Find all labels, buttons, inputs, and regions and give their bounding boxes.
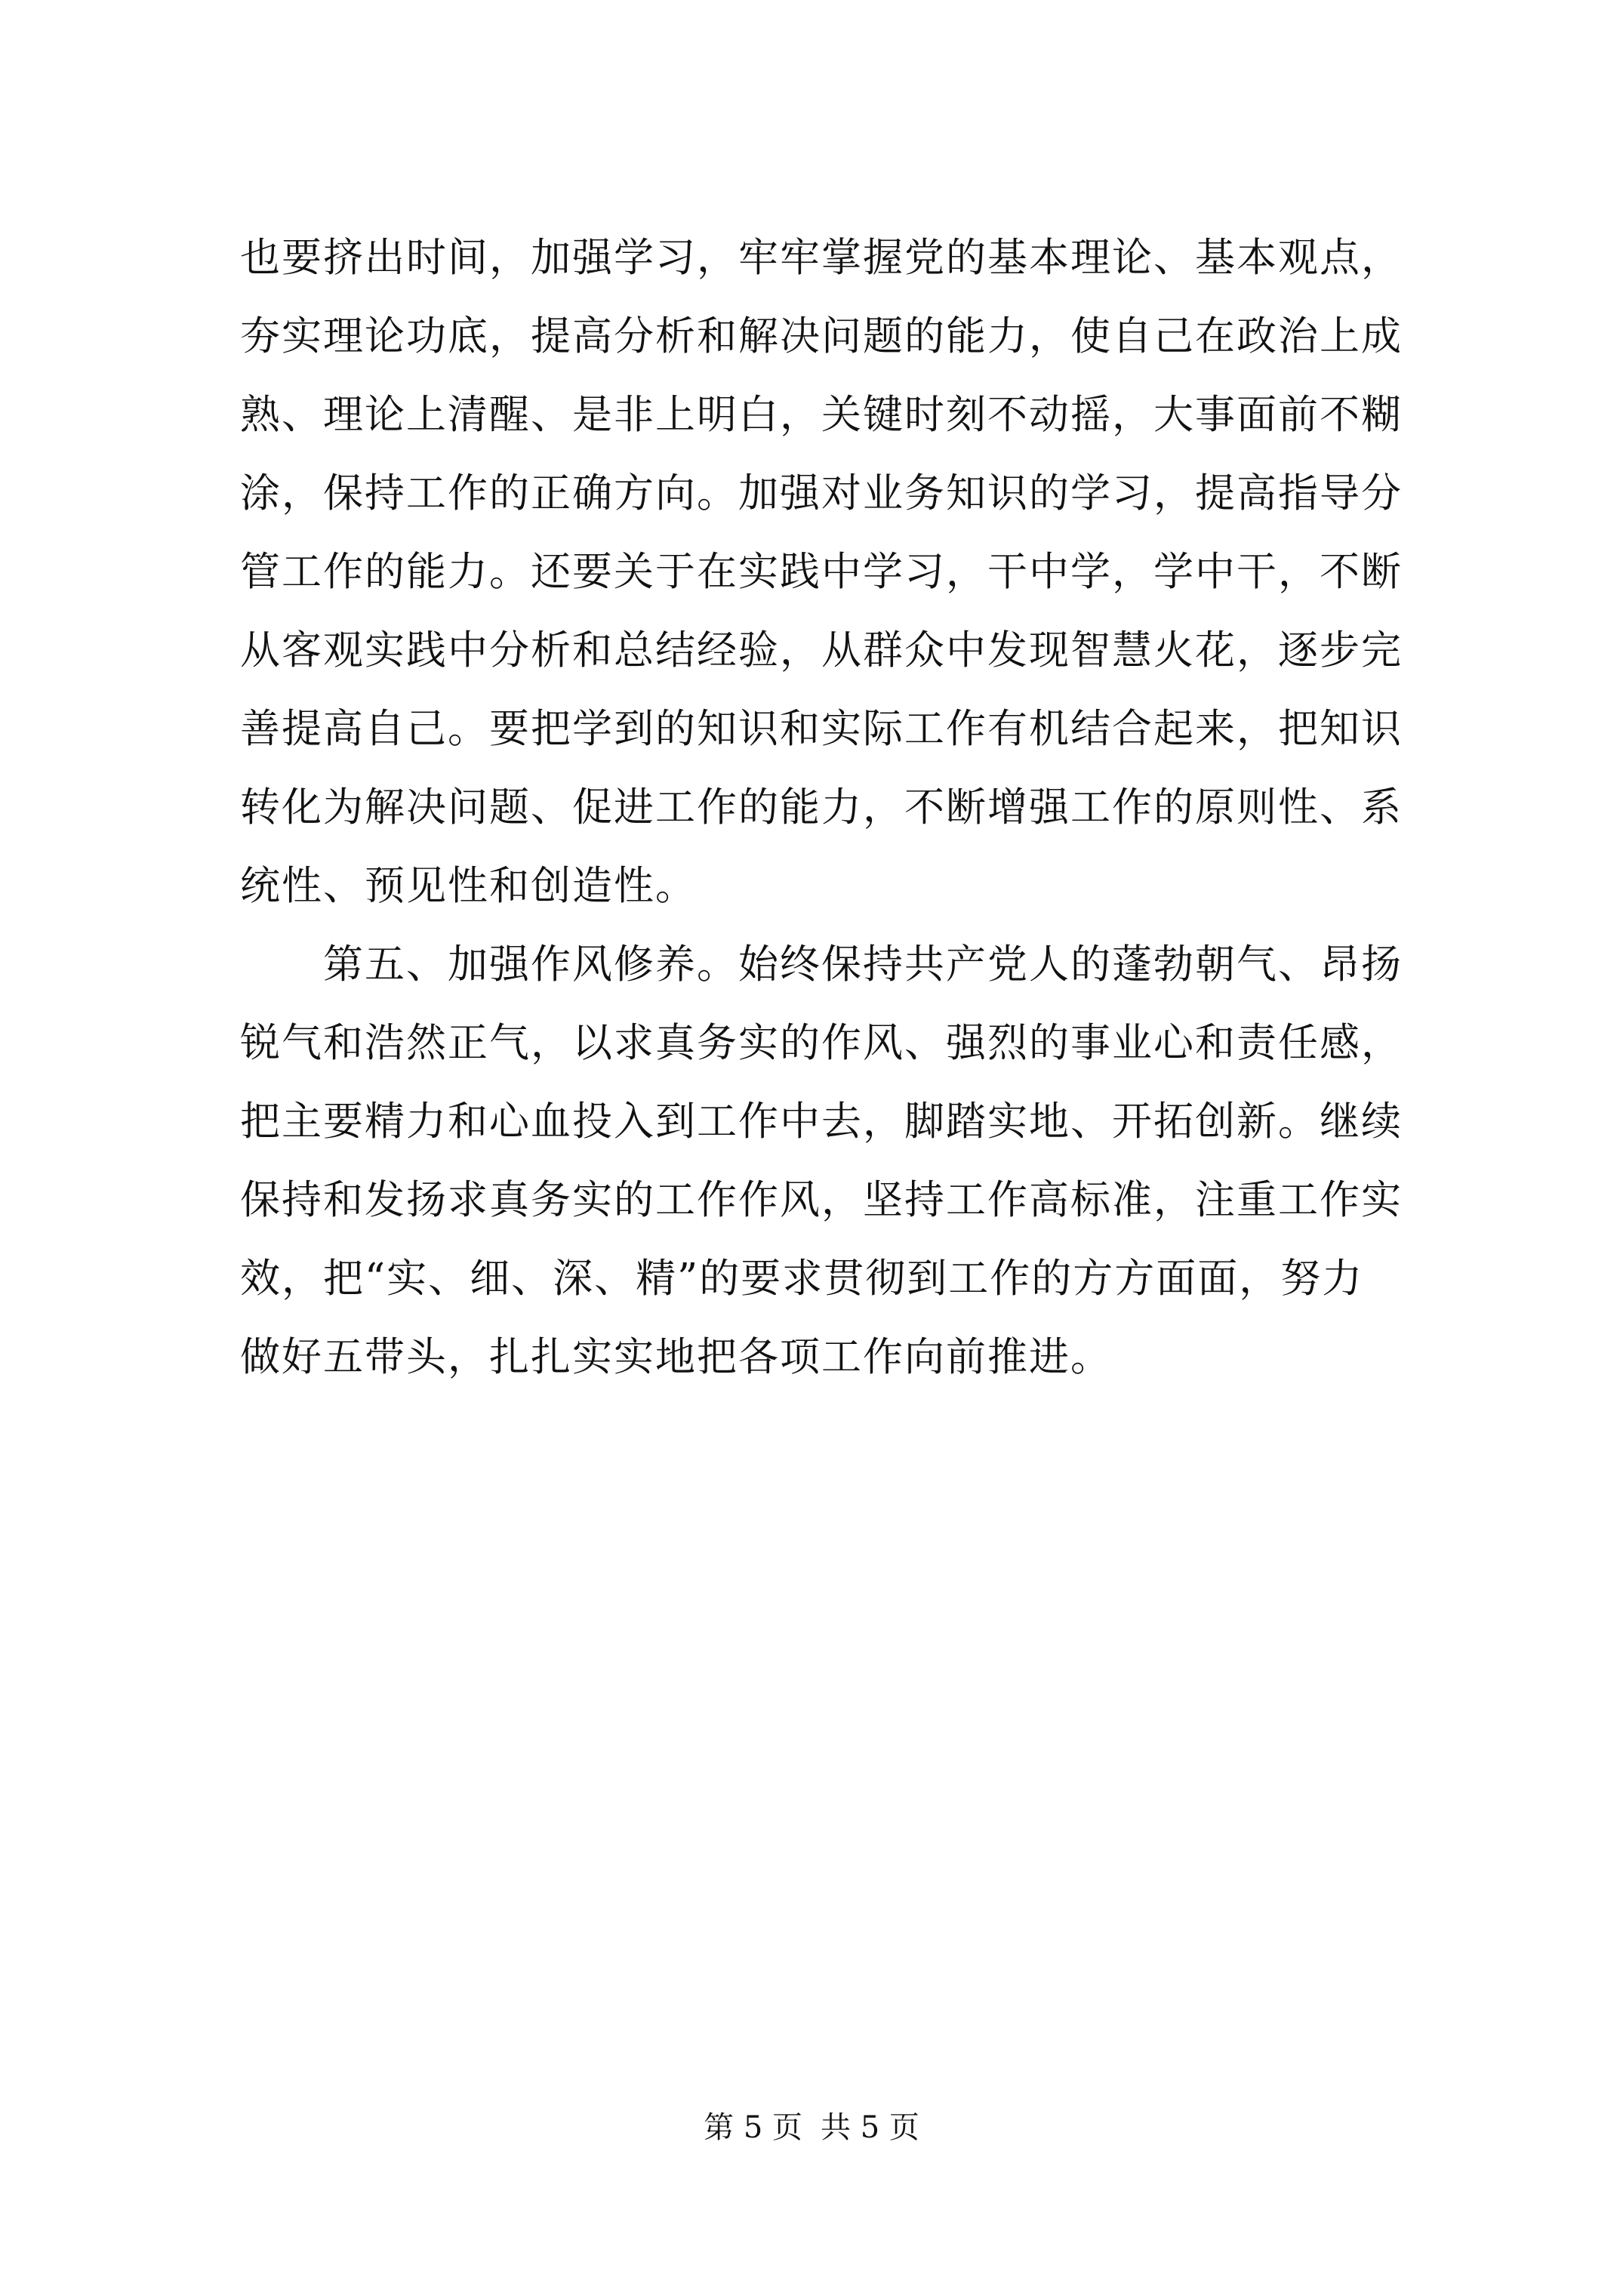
text-line: 做好五带头，扎扎实实地把各项工作向前推进。	[240, 1334, 1112, 1380]
text-line: 夯实理论功底，提高分析和解决问题的能力，使自己在政治上成	[240, 313, 1403, 359]
text-line: 熟、理论上清醒、是非上明白，关键时刻不动摇，大事面前不糊	[240, 392, 1403, 438]
document-body	[240, 219, 1410, 1397]
page-footer	[0, 2105, 1623, 2150]
text-line: 锐气和浩然正气，以求真务实的作风、强烈的事业心和责任感，	[240, 1020, 1403, 1066]
text-line: 从客观实践中分析和总结经验，从群众中发现智慧火花，逐步完	[240, 627, 1403, 673]
text-line: 保持和发扬求真务实的工作作风，坚持工作高标准，注重工作实	[240, 1177, 1403, 1223]
text-line: 也要挤出时间，加强学习，牢牢掌握党的基本理论、基本观点，	[240, 235, 1403, 281]
text-line: 把主要精力和心血投入到工作中去，脚踏实地、开拓创新。继续	[240, 1099, 1403, 1145]
page-total: 共 5 页	[821, 2110, 919, 2145]
paragraph-2	[240, 926, 1410, 1397]
text-line: 第五、加强作风修养。始终保持共产党人的蓬勃朝气、昂扬	[323, 942, 1403, 988]
text-line: 管工作的能力。还要关于在实践中学习，干中学，学中干，不断	[240, 549, 1403, 595]
text-line: 统性、预见性和创造性。	[240, 863, 697, 909]
paragraph-1	[240, 219, 1410, 926]
page-number: 第 5 页	[704, 2110, 802, 2145]
text-line: 涂，保持工作的正确方向。加强对业务知识的学习，提高指导分	[240, 470, 1403, 516]
text-line: 转化为解决问题、促进工作的能力，不断增强工作的原则性、系	[240, 784, 1403, 831]
text-line: 效，把“实、细、深、精”的要求贯彻到工作的方方面面，努力	[240, 1256, 1364, 1302]
text-line: 善提高自己。要把学到的知识和实际工作有机结合起来，把知识	[240, 706, 1403, 752]
